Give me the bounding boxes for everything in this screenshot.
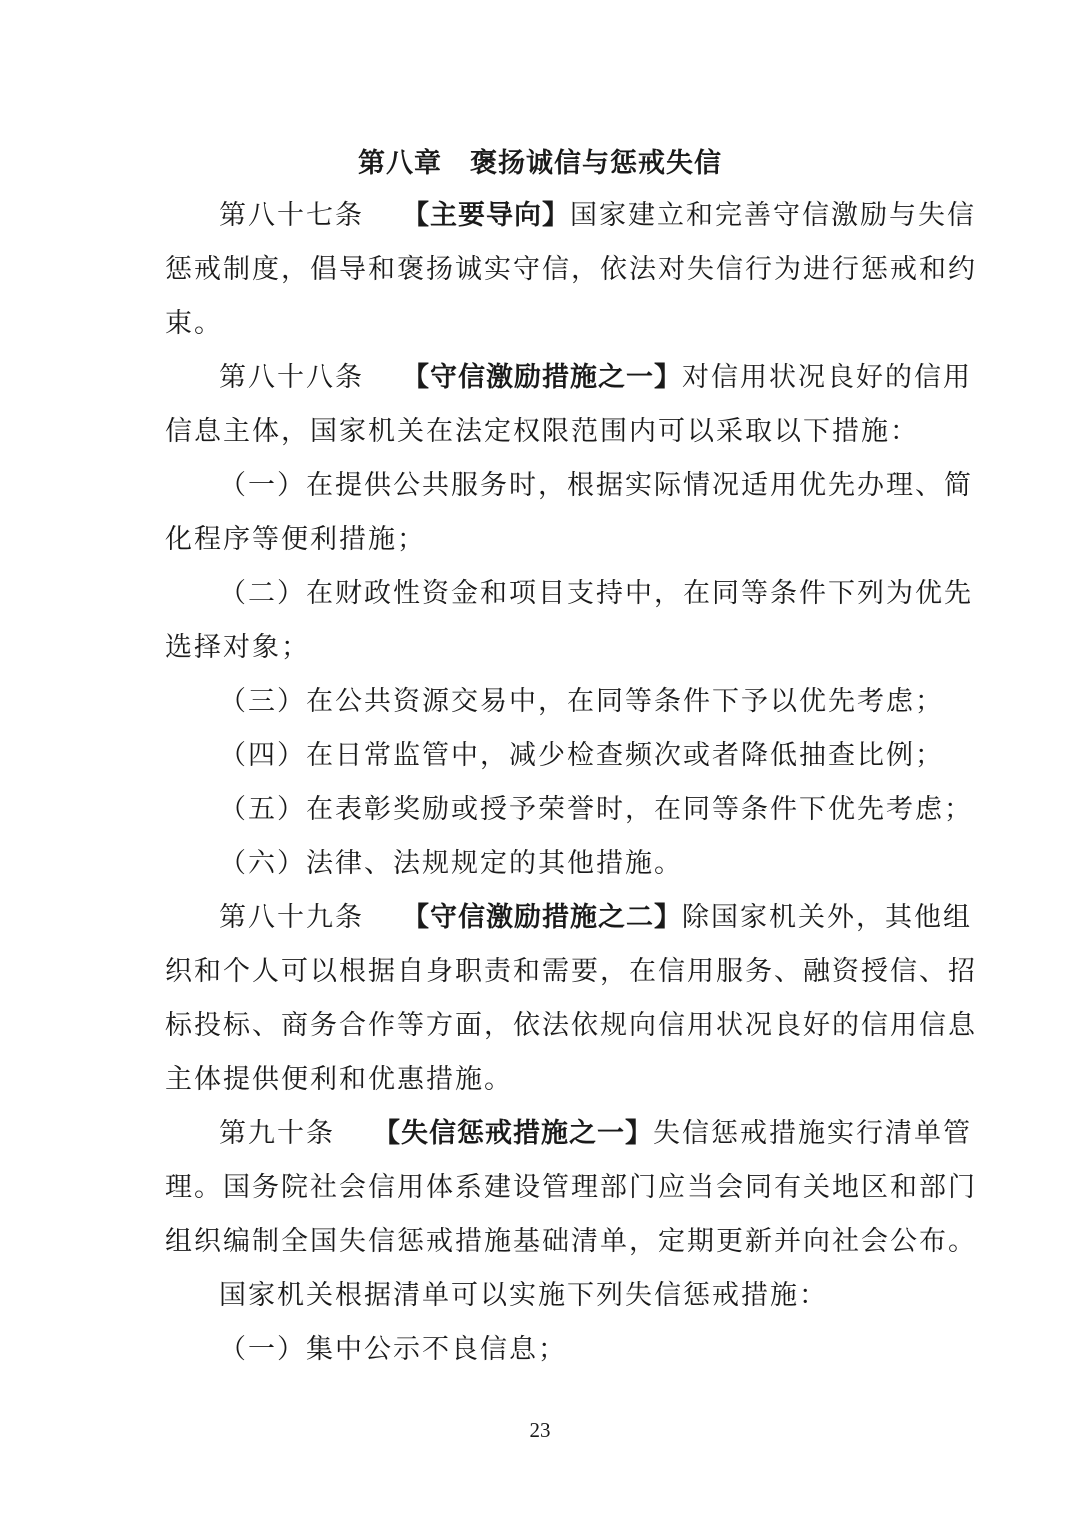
article-88-item-4: （四）在日常监管中，减少检查频次或者降低抽查比例； bbox=[219, 740, 944, 771]
article-89-heading: 【守信激励措施之二】 bbox=[402, 902, 682, 933]
article-87-line-1 bbox=[219, 198, 976, 234]
article-88-item-5: （五）在表彰奖励或授予荣誉时，在同等条件下优先考虑； bbox=[219, 794, 973, 825]
article-90-number: 第九十条 bbox=[219, 1118, 335, 1149]
article-87-line-2: 惩戒制度，倡导和褒扬诚实守信，依法对失信行为进行惩戒和约 bbox=[165, 254, 977, 285]
article-89-text-1: 除国家机关外，其他组 bbox=[682, 902, 972, 933]
article-90-item-1: （一）集中公示不良信息； bbox=[219, 1334, 567, 1365]
article-88-item-2-line-2: 选择对象； bbox=[165, 632, 310, 663]
page-number: 23 bbox=[529, 1418, 551, 1442]
article-89-line-1 bbox=[219, 900, 972, 936]
article-88-item-6: （六）法律、法规规定的其他措施。 bbox=[219, 848, 683, 879]
article-88-item-3: （三）在公共资源交易中，在同等条件下予以优先考虑； bbox=[219, 686, 944, 717]
article-90-paragraph-2: 国家机关根据清单可以实施下列失信惩戒措施： bbox=[219, 1280, 828, 1311]
article-88-item-1-line-1: （一）在提供公共服务时，根据实际情况适用优先办理、简 bbox=[219, 470, 973, 501]
article-87-text-1: 国家建立和完善守信激励与失信 bbox=[570, 200, 976, 231]
article-88-text-1: 对信用状况良好的信用 bbox=[682, 362, 972, 393]
article-90-text-1: 失信惩戒措施实行清单管 bbox=[653, 1118, 972, 1149]
chapter-title: 第八章 褒扬诚信与惩戒失信 bbox=[358, 148, 722, 179]
article-88-heading: 【守信激励措施之一】 bbox=[402, 362, 682, 393]
article-90-line-1 bbox=[219, 1116, 972, 1152]
article-88-item-2-line-1: （二）在财政性资金和项目支持中，在同等条件下列为优先 bbox=[219, 578, 973, 609]
article-88-number: 第八十八条 bbox=[219, 362, 364, 393]
article-88-item-1-line-2: 化程序等便利措施； bbox=[165, 524, 426, 555]
article-87-heading: 【主要导向】 bbox=[402, 200, 570, 231]
article-89-line-4: 主体提供便利和优惠措施。 bbox=[165, 1064, 513, 1095]
article-89-line-3: 标投标、商务合作等方面，依法依规向信用状况良好的信用信息 bbox=[165, 1010, 977, 1041]
article-88-line-1 bbox=[219, 360, 972, 396]
article-89-line-2: 织和个人可以根据自身职责和需要，在信用服务、融资授信、招 bbox=[165, 956, 977, 987]
article-87-line-3: 束。 bbox=[165, 308, 223, 339]
article-87-number: 第八十七条 bbox=[219, 200, 364, 231]
article-90-heading: 【失信惩戒措施之一】 bbox=[373, 1118, 653, 1149]
article-90-line-2: 理。国务院社会信用体系建设管理部门应当会同有关地区和部门 bbox=[165, 1172, 977, 1203]
article-90-line-3: 组织编制全国失信惩戒措施基础清单，定期更新并向社会公布。 bbox=[165, 1226, 977, 1257]
article-89-number: 第八十九条 bbox=[219, 902, 364, 933]
article-88-line-2: 信息主体，国家机关在法定权限范围内可以采取以下措施： bbox=[165, 416, 919, 447]
